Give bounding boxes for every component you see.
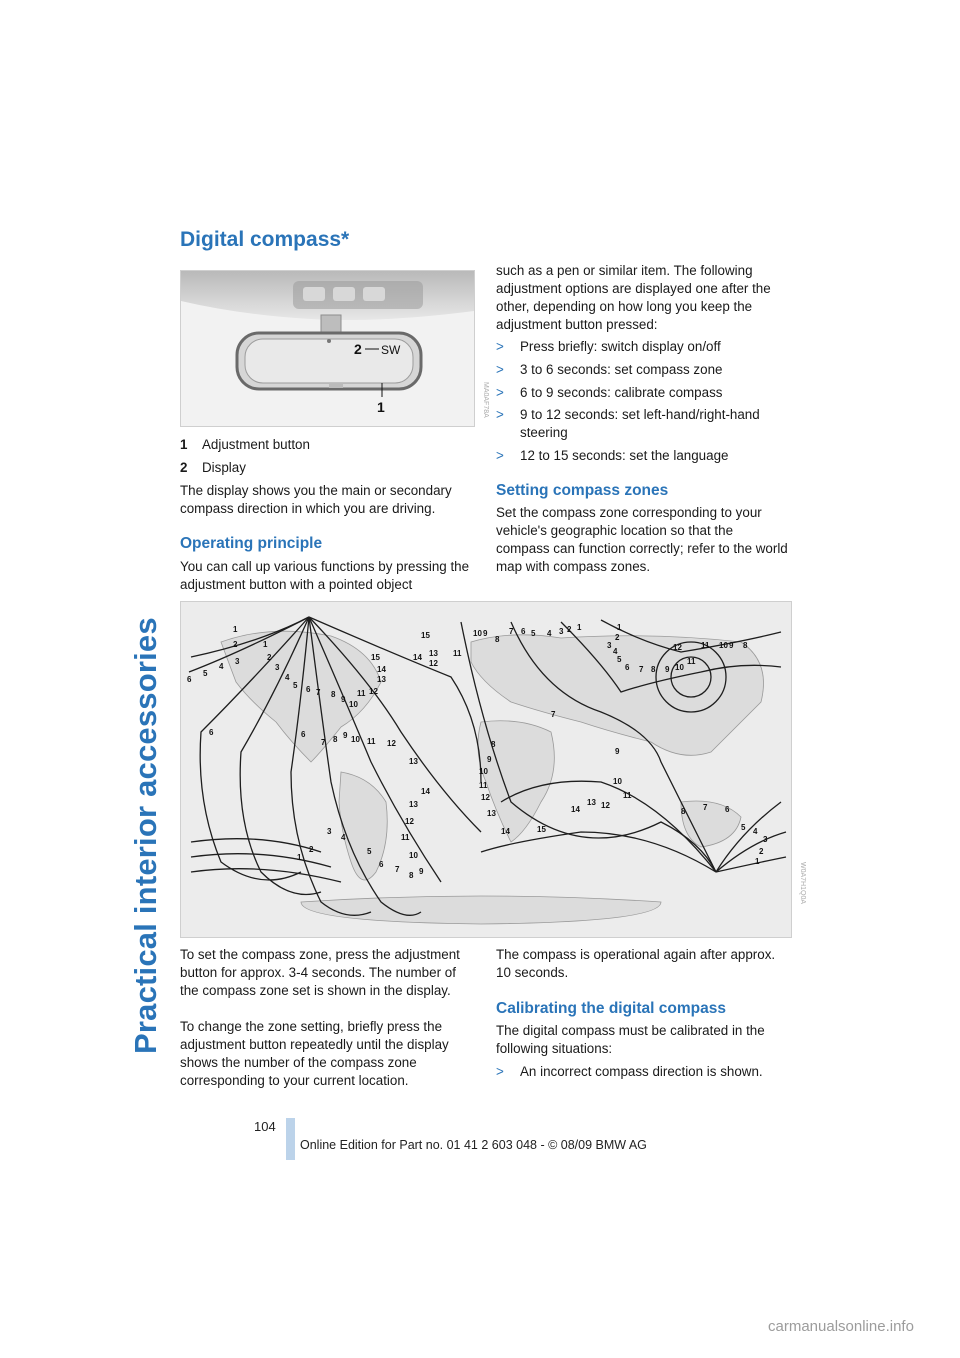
svg-text:11: 11 — [479, 781, 488, 790]
callout-2: 2 — [354, 341, 362, 357]
intro-paragraph: The display shows you the main or secondary compass direction in which you are driving. — [180, 483, 452, 516]
svg-text:7: 7 — [551, 710, 556, 719]
svg-text:1: 1 — [297, 853, 302, 862]
svg-text:4: 4 — [341, 833, 346, 842]
legend-item-1: 1 Adjustment button — [180, 437, 310, 452]
svg-text:15: 15 — [421, 631, 430, 640]
svg-text:8: 8 — [495, 635, 500, 644]
svg-text:13: 13 — [429, 649, 438, 658]
svg-text:4: 4 — [219, 662, 224, 671]
svg-text:8: 8 — [681, 807, 686, 816]
section-title: Digital compass* — [180, 228, 350, 251]
svg-text:3: 3 — [559, 627, 564, 636]
operating-principle-text-cont: such as a pen or similar item. The following adjustment options are displayed one after the other, depending on how long you keep the adjustment button pressed: — [496, 263, 771, 332]
svg-text:3: 3 — [235, 657, 240, 666]
svg-text:6: 6 — [306, 685, 311, 694]
legend-item-2: 2 Display — [180, 460, 246, 475]
svg-text:3: 3 — [327, 827, 332, 836]
mirror-figure — [180, 270, 475, 427]
svg-text:3: 3 — [607, 641, 612, 650]
svg-text:4: 4 — [285, 673, 290, 682]
svg-text:8: 8 — [409, 871, 414, 880]
svg-text:12: 12 — [405, 817, 414, 826]
calibrating-text: The digital compass must be calibrated in the following situations: — [496, 1023, 765, 1056]
svg-text:10: 10 — [351, 735, 360, 744]
svg-text:10: 10 — [473, 629, 482, 638]
zone-paragraph-2: To change the zone setting, briefly press the adjustment button repeatedly until the display shows the number of the compass zone corresponding to your current location. — [180, 1019, 449, 1088]
svg-text:9: 9 — [483, 629, 488, 638]
svg-text:6: 6 — [301, 730, 306, 739]
svg-text:2: 2 — [567, 625, 572, 634]
svg-text:7: 7 — [316, 688, 321, 697]
svg-text:10: 10 — [719, 641, 728, 650]
svg-text:14: 14 — [501, 827, 510, 836]
svg-text:4: 4 — [753, 827, 758, 836]
svg-text:11: 11 — [357, 689, 366, 698]
svg-text:7: 7 — [703, 803, 708, 812]
svg-text:12: 12 — [673, 643, 682, 652]
svg-text:8: 8 — [331, 690, 336, 699]
svg-text:2: 2 — [615, 633, 620, 642]
svg-text:9: 9 — [729, 641, 734, 650]
world-map-illustration — [181, 602, 791, 937]
callout-1: 1 — [377, 399, 385, 415]
svg-text:6: 6 — [521, 627, 526, 636]
svg-text:5: 5 — [531, 629, 536, 638]
svg-text:6: 6 — [209, 728, 214, 737]
svg-text:8: 8 — [491, 740, 496, 749]
svg-text:9: 9 — [615, 747, 620, 756]
footer-accent-bar — [286, 1118, 295, 1160]
svg-text:7: 7 — [639, 665, 644, 674]
svg-text:10: 10 — [349, 700, 358, 709]
svg-text:7: 7 — [321, 738, 326, 747]
svg-text:5: 5 — [741, 823, 746, 832]
svg-text:13: 13 — [487, 809, 496, 818]
chapter-title-text: Practical interior accessories — [128, 617, 163, 1054]
svg-text:8: 8 — [743, 641, 748, 650]
svg-text:2: 2 — [309, 845, 314, 854]
svg-text:3: 3 — [763, 835, 768, 844]
svg-text:15: 15 — [371, 653, 380, 662]
svg-text:14: 14 — [377, 665, 386, 674]
svg-text:6: 6 — [187, 675, 192, 684]
page-number: 104 — [254, 1119, 276, 1134]
svg-text:11: 11 — [401, 833, 410, 842]
svg-text:7: 7 — [395, 865, 400, 874]
svg-text:14: 14 — [571, 805, 580, 814]
svg-text:8: 8 — [333, 735, 338, 744]
zone-paragraph-1: To set the compass zone, press the adjustment button for approx. 3-4 seconds. The number of the compass zone set is shown in the display. — [180, 947, 460, 998]
svg-text:4: 4 — [547, 629, 552, 638]
svg-text:2: 2 — [759, 847, 764, 856]
display-readout: SW — [381, 343, 401, 357]
svg-text:11: 11 — [687, 657, 696, 666]
svg-text:9: 9 — [343, 731, 348, 740]
footer-text: Online Edition for Part no. 01 41 2 603 048 - © 08/09 BMW AG — [300, 1138, 647, 1152]
svg-text:13: 13 — [409, 757, 418, 766]
svg-text:13: 13 — [409, 800, 418, 809]
operating-principle-heading: Operating principle — [180, 535, 323, 552]
svg-text:15: 15 — [537, 825, 546, 834]
svg-text:1: 1 — [233, 625, 238, 634]
svg-text:12: 12 — [601, 801, 610, 810]
svg-text:9: 9 — [341, 695, 346, 704]
svg-text:11: 11 — [453, 649, 462, 658]
svg-text:2: 2 — [233, 640, 238, 649]
svg-text:5: 5 — [367, 847, 372, 856]
calibrating-heading: Calibrating the digital compass — [496, 1000, 726, 1017]
svg-text:13: 13 — [587, 798, 596, 807]
svg-text:5: 5 — [293, 681, 298, 690]
svg-text:11: 11 — [367, 737, 376, 746]
svg-text:10: 10 — [675, 663, 684, 672]
setting-zones-heading: Setting compass zones — [496, 482, 669, 499]
svg-text:3: 3 — [275, 663, 280, 672]
svg-text:9: 9 — [665, 665, 670, 674]
operating-principle-text: You can call up various functions by pressing the adjustment button with a pointed object — [180, 559, 470, 592]
mirror-ref-code: MA0AF78A — [482, 382, 489, 418]
svg-text:5: 5 — [617, 655, 622, 664]
svg-text:6: 6 — [625, 663, 630, 672]
svg-text:7: 7 — [509, 627, 514, 636]
svg-text:12: 12 — [429, 659, 438, 668]
svg-text:1: 1 — [617, 623, 622, 632]
svg-text:9: 9 — [419, 867, 424, 876]
svg-text:8: 8 — [651, 665, 656, 674]
svg-text:10: 10 — [479, 767, 488, 776]
svg-text:2: 2 — [267, 653, 272, 662]
svg-text:4: 4 — [613, 647, 618, 656]
svg-text:6: 6 — [725, 805, 730, 814]
svg-text:9: 9 — [487, 755, 492, 764]
svg-text:10: 10 — [409, 851, 418, 860]
chapter-title — [128, 234, 162, 1054]
svg-text:11: 11 — [623, 791, 632, 800]
svg-text:14: 14 — [413, 653, 422, 662]
svg-text:10: 10 — [613, 777, 622, 786]
svg-text:6: 6 — [379, 860, 384, 869]
map-ref-code: W0A7H1Q0A — [799, 862, 806, 905]
svg-text:11: 11 — [701, 641, 710, 650]
svg-text:14: 14 — [421, 787, 430, 796]
compass-zone-map — [180, 601, 792, 938]
rearview-mirror-illustration — [181, 271, 474, 426]
svg-text:1: 1 — [263, 640, 268, 649]
setting-zones-text: Set the compass zone corresponding to your vehicle's geographic location so that the compass can function correctly; refer to the world map with compass zones. — [496, 505, 788, 574]
watermark: carmanualsonline.info — [768, 1318, 914, 1335]
svg-text:12: 12 — [481, 793, 490, 802]
svg-text:1: 1 — [577, 623, 582, 632]
operational-paragraph: The compass is operational again after approx. 10 seconds. — [496, 947, 776, 980]
svg-text:13: 13 — [377, 675, 386, 684]
svg-text:5: 5 — [203, 669, 208, 678]
svg-text:12: 12 — [369, 687, 378, 696]
svg-text:12: 12 — [387, 739, 396, 748]
svg-text:1: 1 — [755, 857, 760, 866]
